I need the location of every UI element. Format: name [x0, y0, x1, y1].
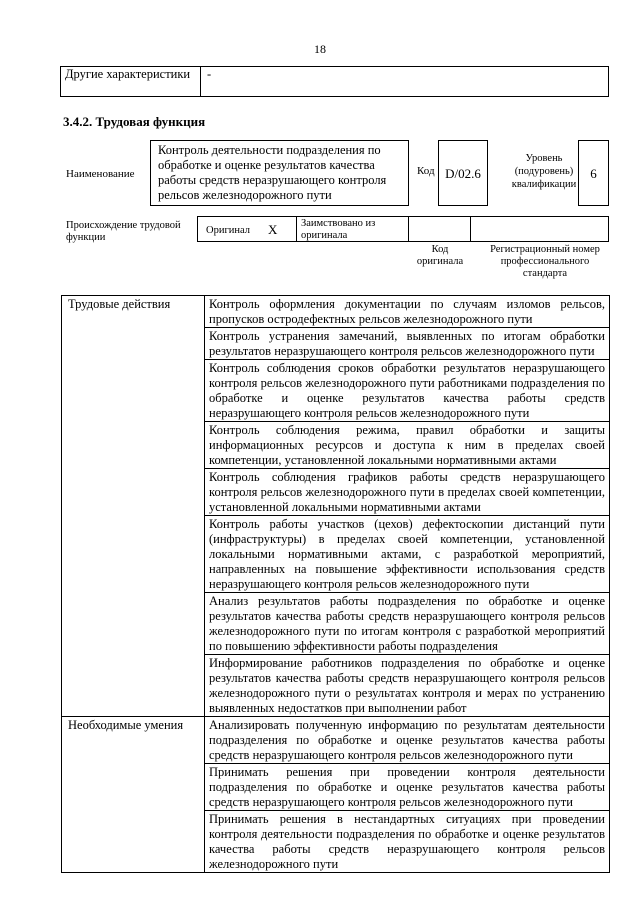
qualification-level-label: Уровень (подуровень) квалификации: [511, 153, 577, 190]
qualification-level: 6: [578, 140, 609, 206]
labor-action-item: Контроль соблюдения графиков работы средств неразрушающего контроля рельсов железнодорожного пути в пределах своей компетенции, установленной локальными нормативными актами: [205, 469, 610, 516]
labor-action-item: Информирование работников подразделения по обработке и оценке результатов качества работы средств неразрушающего контроля рельсов железнодорожного пути о результатах контроля и мерах по устранению выявленных недостатков при выполнении работ: [205, 655, 610, 717]
function-details-table: [61, 295, 610, 873]
origin-label: Происхождение трудовой функции: [66, 220, 181, 243]
required-skills-label: Необходимые умения: [62, 717, 205, 873]
labor-actions-label: Трудовые действия: [62, 296, 205, 717]
labor-action-item: Контроль устранения замечаний, выявленных по итогам обработки результатов неразрушающего контроля рельсов железнодорожного пути: [205, 328, 610, 360]
function-name-label: Наименование: [66, 168, 135, 180]
reg-number-label: Регистрационный номер профессионального стандарта: [490, 244, 600, 279]
other-characteristics-label: Другие характеристики: [61, 67, 201, 96]
other-characteristics-value: -: [207, 67, 212, 81]
section-title: 3.4.2. Трудовая функция: [63, 114, 206, 129]
borrowed-label: Заимствовано из оригинала: [301, 218, 376, 241]
original-mark: X: [268, 222, 278, 237]
page-number: 18: [314, 42, 326, 56]
labor-action-item: Анализ результатов работы подразделения по обработке и оценке результатов качества работы средств неразрушающего контроля рельсов железнодорожного пути по итогам контроля с разработкой мероприятий по повышению эффективности работы подразделения: [205, 593, 610, 655]
original-code-label: Код оригинала: [416, 244, 464, 267]
skill-item: Принимать решения при проведении контроля деятельности подразделения по обработке и оценке результатов качества работы средств неразрушающего контроля рельсов железнодорожного пути: [205, 764, 610, 811]
function-code: D/02.6: [438, 140, 488, 206]
labor-action-item: Контроль соблюдения сроков обработки результатов неразрушающего контроля рельсов железнодорожного пути работниками подразделения по обработке и оценке результатов качества работы средств неразрушающего контроля рельсов железнодорожного пути: [205, 360, 610, 422]
function-code-label: Код: [417, 165, 435, 177]
table-row: [62, 717, 610, 764]
skill-item: Принимать решения в нестандартных ситуациях при проведении контроля деятельности подразделения по обработке и оценке результатов качества работы средств неразрушающего контроля рельсов железнодорожного пути: [205, 811, 610, 873]
labor-action-item: Контроль соблюдения режима, правил обработки и защиты информационных ресурсов и доступа к ним в пределах своей компетенции, установленной локальными нормативными актами: [205, 422, 610, 469]
original-label: Оригинал: [206, 225, 250, 236]
function-name: Контроль деятельности подразделения по обработке и оценке результатов качества работы средств неразрушающего контроля рельсов железнодорожного пути: [150, 140, 409, 206]
table-row: [62, 296, 610, 328]
skill-item: Анализировать полученную информацию по результатам деятельности подразделения по обработке и оценке результатов качества работы средств неразрушающего контроля рельсов железнодорожного пути: [205, 717, 610, 764]
labor-action-item: Контроль оформления документации по случаям изломов рельсов, пропусков остродефектных рельсов железнодорожного пути: [205, 296, 610, 328]
labor-action-item: Контроль работы участков (цехов) дефектоскопии дистанций пути (инфраструктуры) в пределах своей компетенции, установленной локальными нормативными актами, с разработкой мероприятий, направленных на повышение эффективности использования средств неразрушающего контроля рельсов железнодорожного пути: [205, 516, 610, 593]
